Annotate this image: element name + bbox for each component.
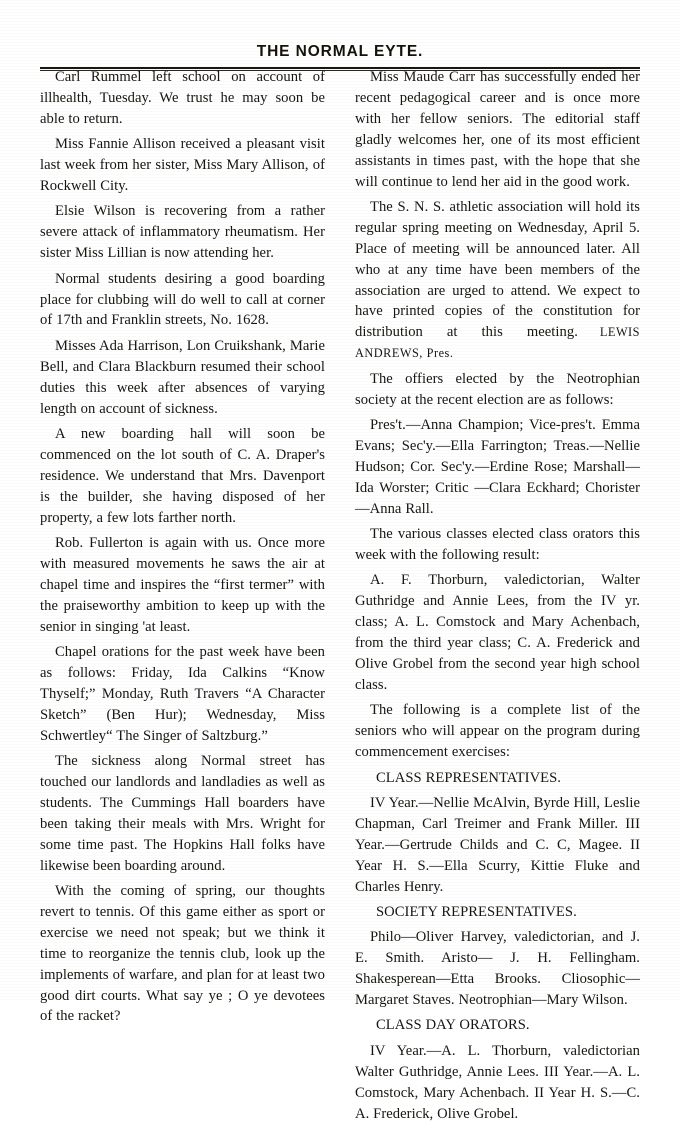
left-column	[40, 67, 325, 1025]
paragraph	[355, 197, 640, 364]
paragraph: Chapel orations for the past week have been as follows: Friday, Ida Calkins “Know Thyself;” Monday, Ruth Travers “A Character Sketch” (Ben Hur); Wednesday, Miss Schwertley“ The Singer of Saltzburg.”	[40, 644, 325, 744]
signature: LEWIS ANDREWS, Pres.	[355, 325, 640, 361]
paragraph: IV Year.—Nellie McAlvin, Byrde Hill, Leslie Chapman, Carl Treimer and Frank Miller. III Year.—Gertrude Childs and C. C, Magee. II Year H. S.—Ella Scurry, Kittie Fluke and Charles Henry.	[355, 794, 640, 895]
paragraph: The following is a complete list of the seniors who will appear on the program during commencement exercises:	[355, 702, 640, 761]
paragraph: The various classes elected class orators this week with the following result:	[355, 526, 640, 563]
paragraph-text: The S. N. S. athletic association will hold its regular spring meeting on Wednesday, April 5. Place of meeting will be announced later. All who at any time have been members of the association are urged to attend. We expect to have printed copies of the constitution for distribution at this meeting.	[355, 198, 640, 341]
section-subheading: SOCIETY REPRESENTATIVES.	[376, 903, 577, 920]
section-subheading: CLASS REPRESENTATIVES.	[376, 769, 562, 786]
paragraph: Misses Ada Harrison, Lon Cruikshank, Marie Bell, and Clara Blackburn resumed their school duties this week after absences of varying length on account of sickness.	[40, 337, 325, 417]
paragraph: With the coming of spring, our thoughts revert to tennis. Of this game either as sport or exercise we need not speak; but we think it time to reorganize the tennis club, look up the implements of warfare, and plan for at least two good dirt courts. What say ye ; O ye devotees of the racket?	[40, 883, 325, 1025]
paragraph: Elsie Wilson is recovering from a rather severe attack of inflammatory rheumatism. Her sister Miss Lillian is now attending her.	[40, 203, 325, 262]
right-column	[355, 67, 640, 1122]
paragraph: Miss Maude Carr has successfully ended her recent pedagogical career and is once more with her fellow seniors. The editorial staff gladly welcomes her, one of its most efficient assistants in times past, with the hope that she will continue to lend her aid in the good work.	[355, 69, 640, 190]
paragraph: Pres't.—Anna Champion; Vice-pres't. Emma Evans; Sec'y.—Ella Farrington; Treas.—Nellie Hudson; Cor. Sec'y.—Erdine Rose; Marshall—Ida Worster; Critic —Clara Eckhard; Chorister—Anna Rall.	[355, 417, 640, 517]
paragraph: IV Year.—A. L. Thorburn, valedictorian Walter Guthridge, Annie Lees. III Year.—A. L. Comstock, Mary Achenbach. II Year H. S.—C. A. Frederick, Olive Grobel.	[355, 1042, 640, 1122]
paragraph: Miss Fannie Allison received a pleasant visit last week from her sister, Miss Mary Allison, of Rockwell City.	[40, 136, 325, 195]
paragraph: Philo—Oliver Harvey, valedictorian, and J. E. Smith. Aristo— J. H. Fellingham. Shakesperean—Etta Brooks. Cliosophic— Margaret Staves. Neotrophian—Mary Wilson.	[355, 929, 640, 1009]
paragraph: A. F. Thorburn, valedictorian, Walter Guthridge and Annie Lees, from the IV yr. class; A. L. Comstock and Mary Achenbach, from the third year class; C. A. Frederick and Olive Grobel from the second year high school class.	[355, 572, 640, 693]
section-subheading: CLASS DAY ORATORS.	[376, 1017, 530, 1034]
paragraph: The offiers elected by the Neotrophian society at the recent election are as follows:	[355, 370, 640, 408]
page-title: THE NORMAL EYTE.	[256, 43, 424, 60]
paragraph: Normal students desiring a good boarding place for clubbing will do well to call at corner of 17th and Franklin streets, No. 1628.	[40, 270, 325, 329]
paragraph: Carl Rummel left school on account of illhealth, Tuesday. We trust he may soon be able to return.	[40, 69, 325, 127]
paragraph: The sickness along Normal street has touched our landlords and landladies as well as students. The Cummings Hall boarders have been taking their meals with Mrs. Wright for some time past. The Hopkins Hall folks have likewise been boarding around.	[40, 753, 325, 874]
paragraph: Rob. Fullerton is again with us. Once more with measured movements he saws the air at chapel time and inspires the “first termer” with the praiseworthy ambition to keep up with the senior in singing 'at least.	[40, 535, 325, 635]
masthead	[40, 0, 640, 71]
paragraph: A new boarding hall will soon be commenced on the lot south of C. A. Draper's residence. We understand that Mrs. Davenport is the builder, she having disposed of her property, a few lots farther north.	[40, 426, 325, 526]
article-columns	[40, 67, 640, 1122]
